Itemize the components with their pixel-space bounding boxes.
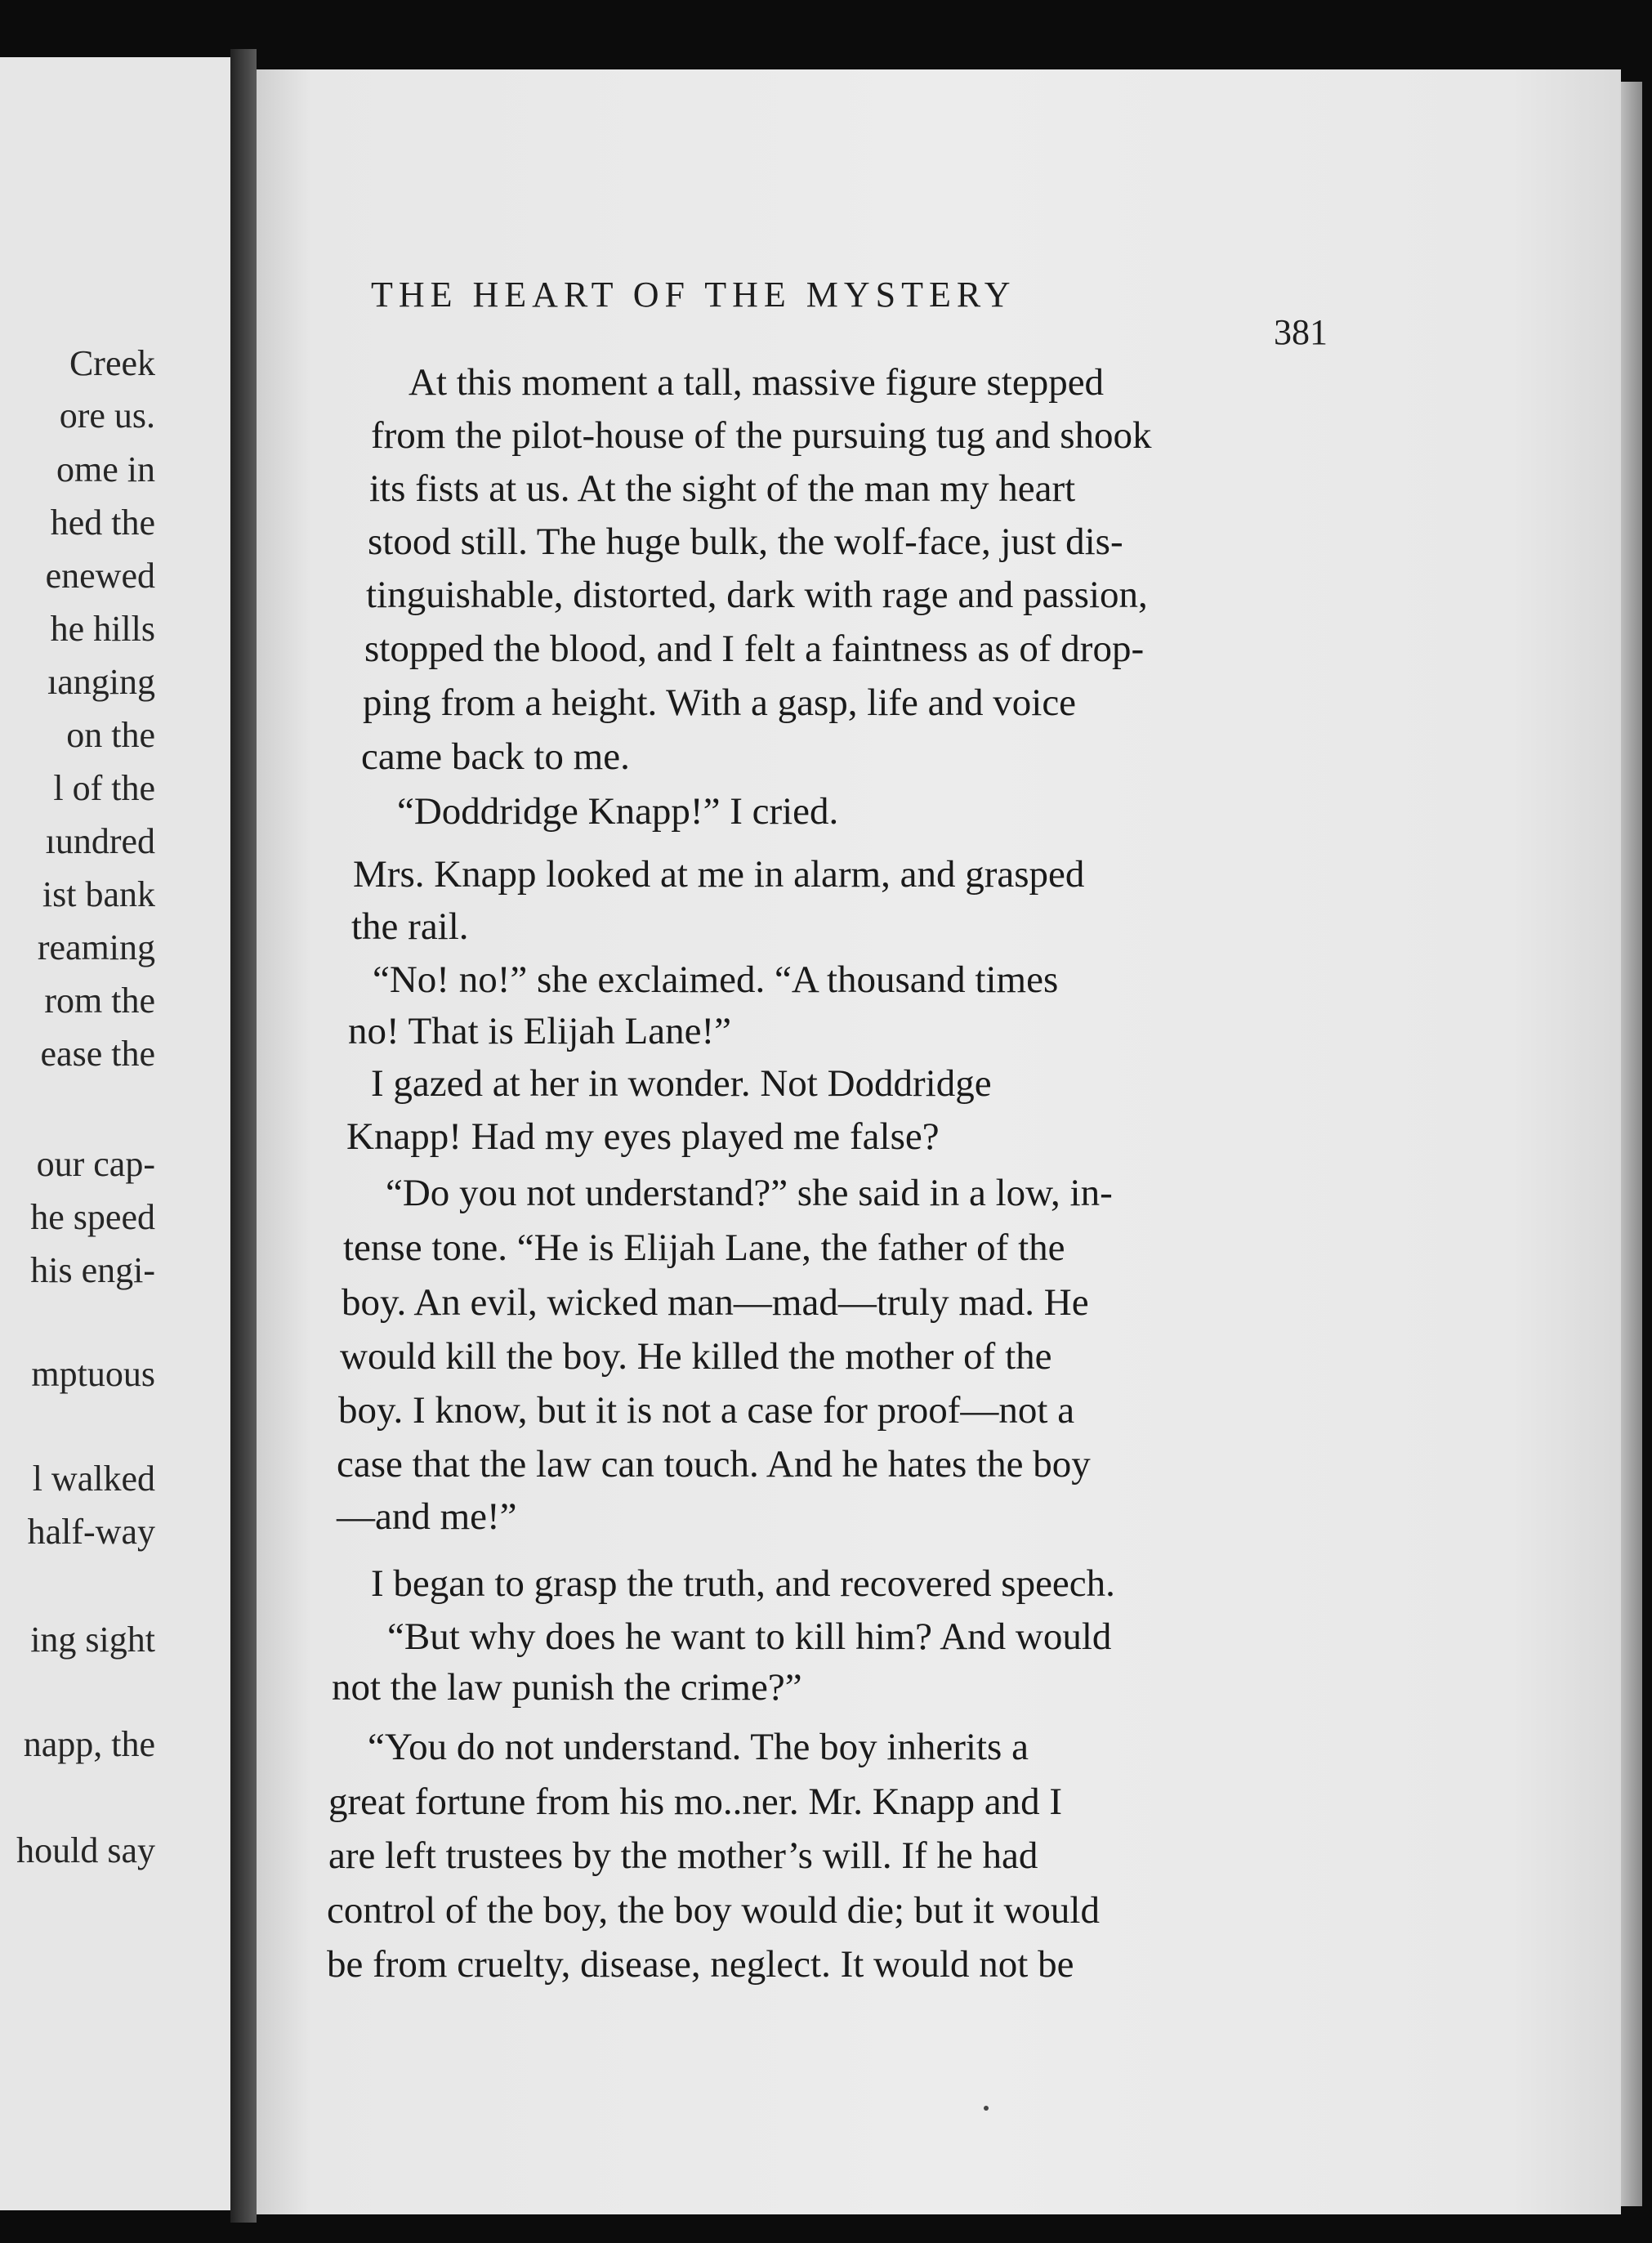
text-line: “But why does he want to kill him? And would xyxy=(387,1615,1112,1658)
text-line: boy. An evil, wicked man—mad—truly mad. He xyxy=(342,1281,1089,1324)
text-line: control of the boy, the boy would die; but it would xyxy=(327,1889,1100,1932)
text-line: At this moment a tall, massive figure stepped xyxy=(409,361,1105,404)
page-right xyxy=(257,69,1621,2214)
text-line: are left trustees by the mother’s will. If he had xyxy=(328,1834,1038,1877)
text-line: Knapp! Had my eyes played me false? xyxy=(346,1115,940,1158)
text-line: I began to grasp the truth, and recovered speech. xyxy=(371,1562,1115,1605)
text-line: tense tone. “He is Elijah Lane, the father of the xyxy=(343,1227,1065,1269)
text-line: case that the law can touch. And he hates the boy xyxy=(337,1443,1091,1486)
text-line: be from cruelty, disease, neglect. It would not be xyxy=(327,1943,1074,1986)
left-page-line: ease the xyxy=(40,1034,155,1074)
left-page-line: l of the xyxy=(53,768,155,808)
left-page-line: he hills xyxy=(50,609,155,649)
text-line: Mrs. Knapp looked at me in alarm, and grasped xyxy=(353,853,1085,896)
left-page-line: his engi- xyxy=(30,1250,155,1290)
text-line: “You do not understand. The boy inherits a xyxy=(368,1726,1029,1768)
text-line: “Do you not understand?” she said in a low, in- xyxy=(386,1172,1113,1214)
left-page-line: ing sight xyxy=(30,1620,155,1660)
left-page-line: l walked xyxy=(32,1459,155,1499)
page-number: 381 xyxy=(1274,312,1328,352)
left-page-line: ıanging xyxy=(47,662,155,702)
left-page-line: ome in xyxy=(56,449,155,489)
left-page-line: on the xyxy=(66,715,155,755)
scan-speck xyxy=(984,2106,989,2111)
text-line: tinguishable, distorted, dark with rage and passion, xyxy=(366,574,1148,616)
text-line: its fists at us. At the sight of the man my heart xyxy=(369,467,1076,510)
page-edge xyxy=(1621,82,1642,2206)
left-page-line: hould say xyxy=(16,1830,155,1870)
left-page-line: he speed xyxy=(30,1197,155,1237)
left-page-line: reaming xyxy=(37,927,155,967)
left-page-line: Creek xyxy=(69,343,155,383)
text-line: “No! no!” she exclaimed. “A thousand times xyxy=(373,958,1059,1001)
left-page-line: half-way xyxy=(27,1512,155,1552)
text-line: boy. I know, but it is not a case for proof—not a xyxy=(338,1389,1075,1432)
left-page-line: our cap- xyxy=(36,1144,155,1184)
left-page-line: ore us. xyxy=(59,395,155,436)
text-line: —and me!” xyxy=(337,1495,517,1538)
text-line: ping from a height. With a gasp, life and voice xyxy=(363,681,1077,724)
left-page-line: ist bank xyxy=(42,874,155,914)
left-page-line: napp, the xyxy=(23,1724,155,1764)
running-head: THE HEART OF THE MYSTERY xyxy=(371,275,1016,315)
text-line: stood still. The huge bulk, the wolf-face, just dis- xyxy=(368,521,1123,563)
text-line: I gazed at her in wonder. Not Doddridge xyxy=(371,1062,992,1105)
text-line: no! That is Elijah Lane!” xyxy=(348,1010,731,1052)
left-page-line: hed the xyxy=(50,503,155,543)
text-line: came back to me. xyxy=(361,735,630,778)
text-line: “Doddridge Knapp!” I cried. xyxy=(397,790,839,833)
text-line: the rail. xyxy=(351,905,469,948)
left-page-line: ıundred xyxy=(45,821,155,861)
text-line: from the pilot-house of the pursuing tug and shook xyxy=(371,414,1152,457)
book-gutter xyxy=(230,49,257,2223)
left-page-line: enewed xyxy=(45,556,155,596)
facing-page-left xyxy=(0,57,230,2210)
left-page-line: mptuous xyxy=(31,1354,155,1394)
text-line: would kill the boy. He killed the mother of the xyxy=(340,1335,1052,1378)
text-line: stopped the blood, and I felt a faintness as of drop- xyxy=(364,628,1145,670)
text-line: not the law punish the crime?” xyxy=(332,1666,802,1709)
text-line: great fortune from his mo..ner. Mr. Knapp and I xyxy=(328,1781,1063,1823)
left-page-line: rom the xyxy=(44,981,155,1021)
